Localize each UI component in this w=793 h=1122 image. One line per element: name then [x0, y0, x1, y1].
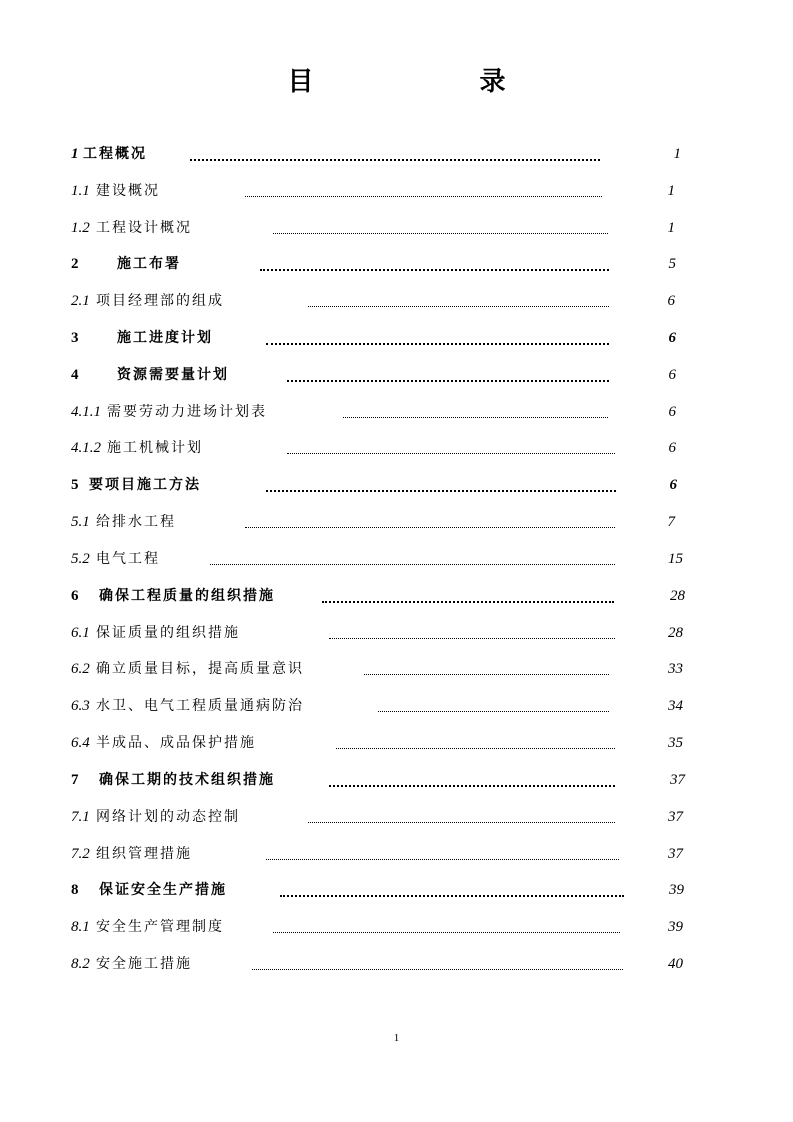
- toc-title: 施工布署: [117, 256, 181, 272]
- toc-leader: [343, 417, 608, 418]
- toc-number: 4.1.1: [71, 404, 101, 420]
- toc-number: 6.2: [71, 661, 90, 677]
- toc-entry[interactable]: [0, 731, 793, 755]
- toc-leader: [308, 822, 615, 823]
- toc-leader: [266, 490, 616, 492]
- toc-number: 8: [71, 882, 79, 898]
- toc-title: 需要劳动力进场计划表: [107, 404, 267, 420]
- toc-title: 要项目施工方法: [89, 477, 201, 493]
- toc-page-number: 6: [668, 440, 676, 456]
- toc-leader: [336, 748, 615, 749]
- toc-entry[interactable]: [0, 436, 793, 460]
- toc-number: 7.2: [71, 846, 90, 862]
- toc-leader: [287, 380, 609, 382]
- toc-page-number: 35: [668, 735, 683, 751]
- toc-entry[interactable]: [0, 252, 793, 276]
- toc-number: 3: [71, 330, 79, 346]
- page-title: 目 录: [287, 67, 576, 97]
- toc-number: 1: [71, 146, 79, 162]
- toc-entry[interactable]: [0, 510, 793, 534]
- toc-leader: [287, 453, 615, 454]
- toc-page-number: 15: [668, 551, 683, 567]
- toc-entry[interactable]: [0, 142, 793, 166]
- toc-entry[interactable]: [0, 289, 793, 313]
- toc-entry[interactable]: [0, 694, 793, 718]
- toc-leader: [245, 196, 602, 197]
- toc-title: 确立质量目标，提高质量意识: [96, 661, 304, 677]
- toc-leader: [210, 564, 615, 565]
- toc-entry[interactable]: [0, 657, 793, 681]
- toc-number: 7.1: [71, 809, 90, 825]
- toc-entry[interactable]: [0, 179, 793, 203]
- toc-page-number: 6: [668, 367, 676, 383]
- toc-title: 半成品、成品保护措施: [96, 735, 256, 751]
- toc-page-number: 40: [668, 956, 683, 972]
- toc-title: 项目经理部的组成: [96, 293, 224, 309]
- toc-page-number: 28: [668, 625, 683, 641]
- toc-number: 8.2: [71, 956, 90, 972]
- toc-entry[interactable]: [0, 400, 793, 424]
- toc-page-number: 28: [670, 588, 685, 604]
- toc-title: 电气工程: [96, 551, 160, 567]
- toc-entry[interactable]: [0, 473, 793, 497]
- toc-leader: [266, 343, 609, 345]
- toc-entry[interactable]: [0, 326, 793, 350]
- toc-number: 6.4: [71, 735, 90, 751]
- toc-entry[interactable]: [0, 584, 793, 608]
- toc-leader: [190, 159, 600, 161]
- toc-page-number: 1: [673, 146, 681, 162]
- toc-leader: [245, 527, 615, 528]
- toc-entry[interactable]: [0, 547, 793, 571]
- toc-title: 建设概况: [96, 183, 160, 199]
- toc-page-number: 1: [667, 220, 675, 236]
- toc-entry[interactable]: [0, 915, 793, 939]
- page-number-footer: 1: [393, 1032, 400, 1044]
- toc-leader: [329, 638, 615, 639]
- toc-entry[interactable]: [0, 842, 793, 866]
- toc-leader: [329, 785, 615, 787]
- toc-title: 安全施工措施: [96, 956, 192, 972]
- toc-number: 5: [71, 477, 79, 493]
- toc-title: 保证安全生产措施: [99, 882, 227, 898]
- toc-leader: [364, 674, 609, 675]
- toc-title: 确保工期的技术组织措施: [99, 772, 275, 788]
- toc-leader: [266, 859, 619, 860]
- toc-page-number: 39: [668, 919, 683, 935]
- toc-page-number: 6: [669, 477, 677, 493]
- toc-number: 4.1.2: [71, 440, 101, 456]
- toc-leader: [273, 233, 608, 234]
- toc-page-number: 34: [668, 698, 683, 714]
- toc-entry[interactable]: [0, 363, 793, 387]
- toc-number: 6.1: [71, 625, 90, 641]
- toc-number: 5.1: [71, 514, 90, 530]
- toc-entry[interactable]: [0, 768, 793, 792]
- toc-page-number: 37: [670, 772, 685, 788]
- toc-page-number: 37: [668, 809, 683, 825]
- toc-title: 施工机械计划: [107, 440, 203, 456]
- toc-number: 5.2: [71, 551, 90, 567]
- toc-number: 4: [71, 367, 79, 383]
- toc-title: 资源需要量计划: [117, 367, 229, 383]
- toc-number: 7: [71, 772, 79, 788]
- toc-title: 网络计划的动态控制: [96, 809, 240, 825]
- toc-leader: [252, 969, 623, 970]
- toc-page-number: 33: [668, 661, 683, 677]
- toc-title: 工程概况: [83, 146, 147, 162]
- toc-page-number: 6: [668, 330, 676, 346]
- toc-title: 安全生产管理制度: [96, 919, 224, 935]
- toc-number: 6: [71, 588, 79, 604]
- toc-page-number: 5: [668, 256, 676, 272]
- toc-number: 1.1: [71, 183, 90, 199]
- toc-number: 1.2: [71, 220, 90, 236]
- toc-entry[interactable]: [0, 952, 793, 976]
- toc-page-number: 1: [667, 183, 675, 199]
- toc-entry[interactable]: [0, 878, 793, 902]
- toc-page-number: 7: [667, 514, 675, 530]
- toc-leader: [260, 269, 609, 271]
- toc-page-number: 6: [668, 404, 676, 420]
- toc-page-number: 6: [667, 293, 675, 309]
- toc-entry[interactable]: [0, 805, 793, 829]
- toc-leader: [308, 306, 609, 307]
- toc-number: 2: [71, 256, 79, 272]
- toc-page-number: 39: [669, 882, 684, 898]
- toc-leader: [378, 711, 609, 712]
- toc-number: 8.1: [71, 919, 90, 935]
- toc-page-number: 37: [668, 846, 683, 862]
- toc-title: 给排水工程: [96, 514, 176, 530]
- toc-title: 组织管理措施: [96, 846, 192, 862]
- toc-title: 保证质量的组织措施: [96, 625, 240, 641]
- toc-title: 施工进度计划: [117, 330, 213, 346]
- toc-entry[interactable]: [0, 621, 793, 645]
- toc-leader: [273, 932, 620, 933]
- toc-title: 水卫、电气工程质量通病防治: [96, 698, 304, 714]
- toc-title: 工程设计概况: [96, 220, 192, 236]
- toc-leader: [280, 895, 624, 897]
- toc-title: 确保工程质量的组织措施: [99, 588, 275, 604]
- toc-entry[interactable]: [0, 216, 793, 240]
- toc-number: 6.3: [71, 698, 90, 714]
- toc-number: 2.1: [71, 293, 90, 309]
- toc-leader: [322, 601, 614, 603]
